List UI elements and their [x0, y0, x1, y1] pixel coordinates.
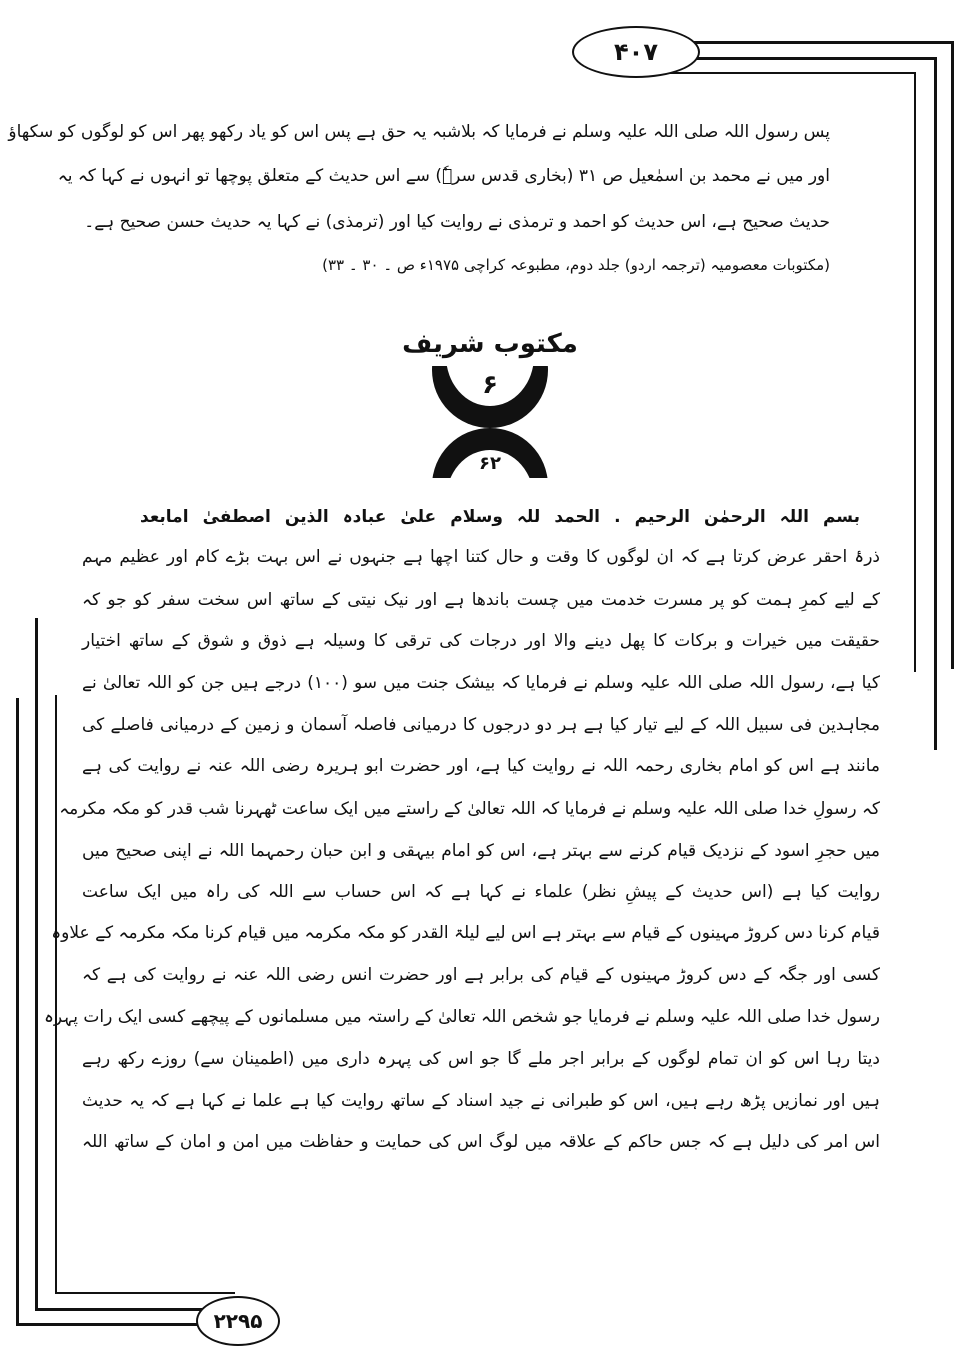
- frame-right-inner: [914, 72, 916, 672]
- frame-left-inner: [55, 695, 57, 1294]
- text-line: دیتا رہا اس کو ان تمام لوگوں کے برابر اجر ملے گا جو اس کی پہرہ داری میں (اطمینان سے) روزے رکھ رہے: [82, 1049, 880, 1069]
- page-number-bottom: ۲۲۹۵: [196, 1296, 280, 1346]
- text-line: کے لیے کمرِ ہمت کو پر مسرت خدمت میں چست باندھا ہے اور نیک نیتی کے ساتھ اس سخت سفر کو جو کہ: [82, 590, 880, 610]
- text-line: رسول خدا صلی اللہ علیہ وسلم نے فرمایا جو شخص اللہ تعالیٰ کے راستہ میں مسلمانوں کے پیچھے کسی ایک رات پہرہ: [43, 1007, 880, 1027]
- text-line: اس امر کی دلیل ہے کہ جس حاکم کے علاقہ میں لوگ اس کی حمایت و حفاظت میں امن و امان کے ساتھ اللہ: [82, 1132, 880, 1152]
- text-line: قیام کرنا دس کروڑ مہینوں کے قیام سے بہتر ہے اس لیے لیلۃ القدر کو مکہ مکرمہ میں قیام کرنا مکہ مکرمہ کے علاوہ: [51, 923, 880, 943]
- text-line: مجاہدین فی سبیل اللہ کے لیے تیار کیا ہے ہر دو درجوں کا درمیانی فاصلہ آسمان و زمین کے درمیانی فاصلے کی: [82, 715, 880, 735]
- text-line: کہ رسولِ خدا صلی اللہ علیہ وسلم نے فرمایا کہ اللہ تعالیٰ کے راستے میں ایک ساعت ٹھہرنا شب قدر کو مکہ مکرمہ: [59, 799, 880, 819]
- page-number-top: ۴۰۷: [572, 26, 700, 78]
- text-line: روایت کیا ہے (اس حدیث کے پیشِ نظر) علماء نے کہا ہے کہ اس حساب سے اللہ کی راہ میں ایک ساعت: [82, 882, 880, 902]
- frame-right-middle: [934, 57, 937, 750]
- text-line: کسی اور جگہ کے دس کروڑ مہینوں کے قیام کی برابر ہے اور حضرت انس رضی اللہ عنہ نے روایت کی ہے کہ: [82, 965, 880, 985]
- citation: (مکتوبات معصومیہ (ترجمہ اردو) جلد دوم، مطبوعہ کراچی ۱۹۷۵ء ص ۔ ۳۰ ۔ ۳۳): [322, 256, 830, 274]
- text-line: کیا ہے، رسول اللہ صلی اللہ علیہ وسلم نے فرمایا کہ بیشک جنت میں سو (۱۰۰) درجے ہیں جن کو اللہ تعالیٰ نے: [82, 673, 880, 693]
- frame-bottom-inner: [55, 1292, 235, 1294]
- bismillah-line: بسم اللہ الرحمٰن الرحیم . الحمد للہ وسلام علیٰ عبادہ الذین اصطفیٰ امابعد: [140, 507, 860, 527]
- frame-top-inner: [640, 72, 915, 74]
- text-line: مانند ہے اس کو امام بخاری رحمہ اللہ نے روایت کیا ہے، اور حضرت ابو ہریرہ رضی اللہ عنہ نے روایت کی ہے: [82, 756, 880, 776]
- frame-right-outer: [951, 41, 954, 669]
- text-line: حقیقت میں خیرات و برکات کا پھل دینے والا اور درجات کی ترقی کا وسیلہ ہے ذوق و شوق کے ساتھ اختیار: [82, 631, 880, 651]
- text-line: حدیث صحیح ہے، اس حدیث کو احمد و ترمذی نے روایت کیا اور (ترمذی) نے کہا یہ حدیث حسن صحیح ہے۔: [84, 212, 830, 232]
- text-line: پس رسول اللہ صلی اللہ علیہ وسلم نے فرمایا کہ بلاشبہ یہ حق ہے پس اس کو یاد رکھو پھر اس کو لوگوں کو سکھاؤ: [8, 122, 830, 142]
- letter-sub-number: ۶۲: [479, 453, 501, 474]
- text-line: اور میں نے محمد بن اسمٰعیل ص ۳۱ (بخاری قدس سرہٗ) سے اس حدیث کے متعلق پوچھا تو انہوں نے کہا کہ یہ: [57, 166, 830, 186]
- frame-left-middle: [35, 618, 38, 1310]
- letter-number: ۶: [482, 370, 498, 400]
- text-line: ذرۂ احقر عرض کرتا ہے کہ ان لوگوں کا وقت و حال کتنا اچھا ہے جنہوں نے اس بہت بڑے کام اور عظیم مہم: [82, 547, 880, 567]
- frame-left-outer: [16, 698, 19, 1326]
- section-title: مکتوب شریف: [402, 329, 578, 359]
- text-line: میں حجرِ اسود کے نزدیک قیام کرنے سے بہتر ہے، اس کو امام بیہقی و ابن حبان رحمہما اللہ نے اپنی صحیح میں: [82, 841, 880, 861]
- text-line: [82, 1169, 880, 1199]
- text-line: ہیں اور نمازیں پڑھ رہے ہیں، اس کو طبرانی نے جید اسناد کے ساتھ روایت کیا ہے علما نے کہا ہے کہ یہ حدیث: [82, 1091, 880, 1111]
